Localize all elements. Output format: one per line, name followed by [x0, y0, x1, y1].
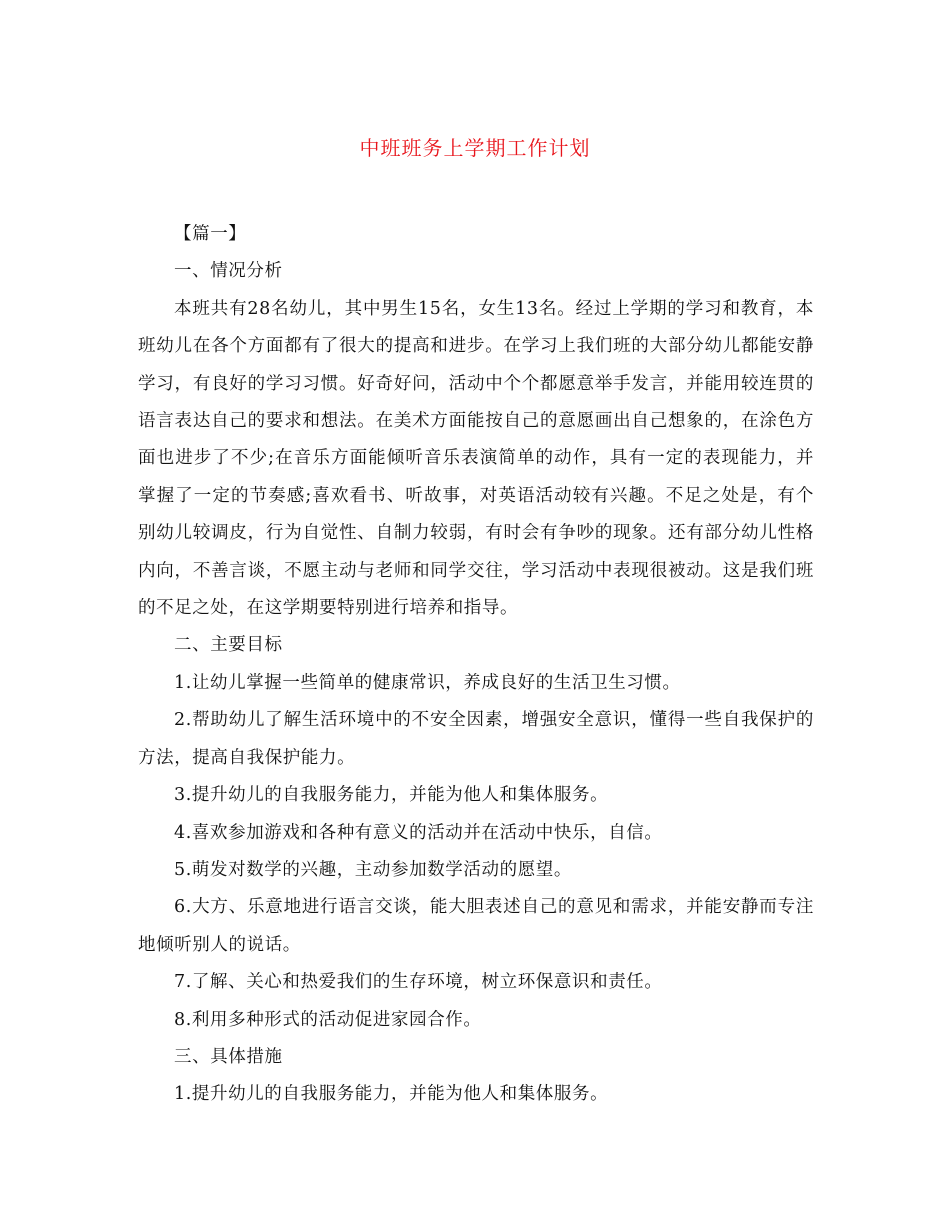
heading-situation-analysis: 一、情况分析 [174, 261, 283, 282]
document-body [138, 216, 814, 1114]
goal-item: 2.帮助幼儿了解生活环境中的不安全因素，增强安全意识，懂得一些自我保护的方法，提高自我保护能力。 [138, 710, 814, 768]
paragraph-situation: 本班共有28名幼儿，其中男生15名，女生13名。经过上学期的学习和教育，本班幼儿在各个方面都有了很大的提高和进步。在学习上我们班的大部分幼儿都能安静学习，有良好的学习习惯。好奇好问，活动中个个都愿意举手发言，并能用较连贯的语言表达自己的要求和想法。在美术方面能按自己的意愿画出自己想象的，在涂色方面也进步了不少;在音乐方面能倾听音乐表演简单的动作，具有一定的表现能力，并掌握了一定的节奏感;喜欢看书、听故事，对英语活动较有兴趣。不足之处是，有个别幼儿较调皮，行为自觉性、自制力较弱，有时会有争吵的现象。还有部分幼儿性格内向，不善言谈，不愿主动与老师和同学交往，学习活动中表现很被动。这是我们班的不足之处，在这学期要特别进行培养和指导。 [138, 298, 814, 619]
goal-item: 7.了解、关心和热爱我们的生存环境，树立环保意识和责任。 [174, 972, 663, 993]
goal-item: 3.提升幼儿的自我服务能力，并能为他人和集体服务。 [174, 785, 609, 806]
measure-item: 1.提升幼儿的自我服务能力，并能为他人和集体服务。 [174, 1084, 609, 1105]
goal-item: 1.让幼儿掌握一些简单的健康常识，养成良好的生活卫生习惯。 [174, 672, 681, 693]
goal-item: 4.喜欢参加游戏和各种有意义的活动并在活动中快乐，自信。 [174, 822, 663, 843]
heading-specific-measures: 三、具体措施 [174, 1046, 283, 1067]
goal-item: 6.大方、乐意地进行语言交谈，能大胆表述自己的意见和需求，并能安静而专注地倾听别人的说话。 [138, 897, 814, 955]
heading-main-goals: 二、主要目标 [174, 635, 283, 656]
goal-item: 5.萌发对数学的兴趣，主动参加数学活动的愿望。 [174, 859, 572, 880]
document-title: 中班班务上学期工作计划 [359, 136, 591, 160]
section-label: 【篇一】 [174, 224, 247, 244]
goal-item: 8.利用多种形式的活动促进家园合作。 [174, 1009, 482, 1030]
